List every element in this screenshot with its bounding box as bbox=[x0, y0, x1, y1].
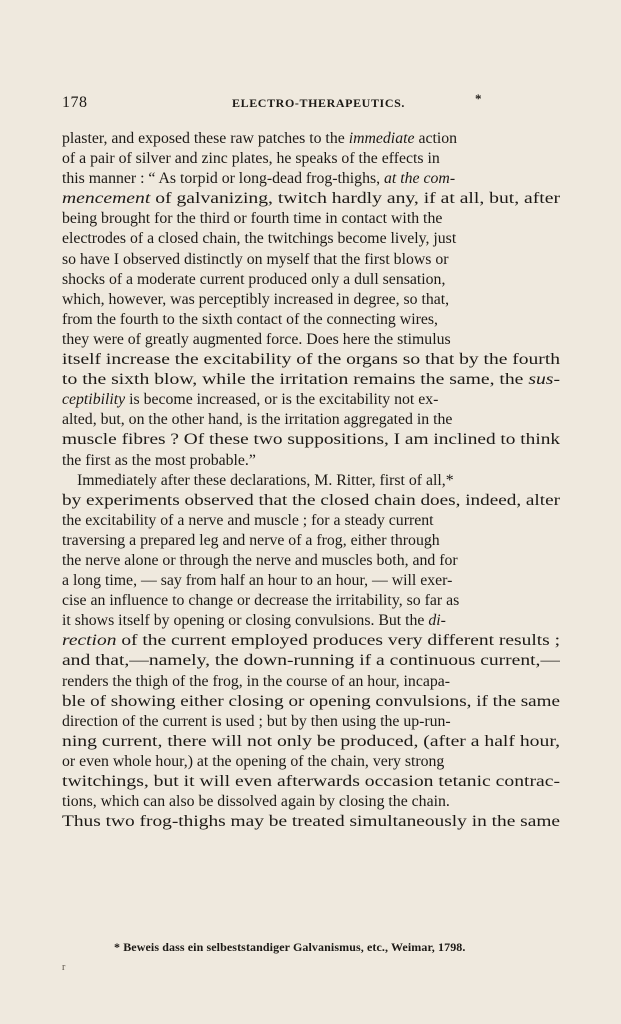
text-line bbox=[62, 511, 560, 531]
line-text: Immediately after these declarations, M. Ritter, first of all,* bbox=[77, 471, 454, 489]
text-line bbox=[62, 712, 560, 732]
text-line bbox=[62, 551, 560, 571]
line-text: ble of showing either closing or opening convulsions, if the same bbox=[62, 692, 560, 710]
text-line bbox=[62, 189, 560, 209]
line-text: cise an influence to change or decrease the irritability, so far as bbox=[62, 592, 460, 610]
text-line bbox=[62, 451, 560, 471]
line-text: Thus two frog-thighs may be treated simultaneously in the same bbox=[62, 813, 560, 831]
text-line bbox=[62, 410, 560, 430]
line-text: muscle fibres ? Of these two suppositions, I am inclined to think bbox=[62, 431, 560, 449]
line-text: so have I observed distinctly on myself that the first blows or bbox=[62, 250, 449, 268]
text-line bbox=[62, 229, 560, 249]
text-line bbox=[62, 752, 560, 772]
line-text: direction of the current is used ; but by then using the up-run- bbox=[62, 712, 451, 730]
text-line bbox=[62, 531, 560, 551]
line-text: the nerve alone or through the nerve and muscles both, and for bbox=[62, 551, 458, 569]
line-text: traversing a prepared leg and nerve of a frog, either through bbox=[62, 531, 440, 549]
text-line bbox=[62, 732, 560, 752]
page-number: 178 bbox=[62, 94, 88, 111]
text-line bbox=[62, 330, 560, 350]
text-line bbox=[62, 310, 560, 330]
text-line bbox=[62, 270, 560, 290]
italic-text: mencement bbox=[62, 190, 151, 208]
text-line bbox=[62, 611, 560, 631]
text-line bbox=[62, 792, 560, 812]
italic-text: at the com- bbox=[384, 170, 456, 188]
line-text: renders the thigh of the frog, in the course of an hour, incapa- bbox=[62, 672, 451, 690]
line-text: by experiments observed that the closed chain does, indeed, alter bbox=[62, 491, 560, 509]
stray-mark: r bbox=[62, 962, 66, 973]
line-text: from the fourth to the sixth contact of the connecting wires, bbox=[62, 310, 438, 328]
text-line bbox=[62, 250, 560, 270]
text-line bbox=[62, 591, 560, 611]
line-text: the excitability of a nerve and muscle ; for a steady current bbox=[62, 511, 434, 529]
text-line bbox=[62, 812, 560, 832]
text-line bbox=[62, 350, 560, 370]
text-line bbox=[62, 290, 560, 310]
line-text: which, however, was perceptibly increased in degree, so that, bbox=[62, 290, 450, 308]
italic-text: di- bbox=[428, 612, 446, 630]
italic-text: ceptibility bbox=[62, 391, 126, 409]
text-line bbox=[62, 370, 560, 390]
line-text: a long time, — say from half an hour to an hour, — will exer- bbox=[62, 572, 453, 590]
line-text: this manner : “ As torpid or long-dead frog-thighs, at the com- bbox=[62, 170, 456, 188]
line-text: tions, which can also be dissolved again by closing the chain. bbox=[62, 793, 450, 811]
line-text: ning current, there will not only be produced, (after a half hour, bbox=[62, 732, 560, 750]
text-line bbox=[62, 169, 560, 189]
text-line bbox=[62, 692, 560, 712]
header-mark: * bbox=[475, 91, 482, 106]
line-text: shocks of a moderate current produced only a dull sensation, bbox=[62, 270, 446, 288]
line-text: and that,—namely, the down-running if a continuous current,— bbox=[62, 652, 560, 670]
line-text: or even whole hour,) at the opening of the chain, very strong bbox=[62, 752, 445, 770]
line-text: ceptibility is become increased, or is the excitability not ex- bbox=[62, 391, 439, 409]
text-line bbox=[62, 390, 560, 410]
text-line bbox=[62, 430, 560, 450]
text-line bbox=[62, 149, 560, 169]
text-line bbox=[62, 672, 560, 692]
line-text: being brought for the third or fourth time in contact with the bbox=[62, 210, 443, 228]
line-text: they were of greatly augmented force. Does here the stimulus bbox=[62, 330, 451, 348]
text-line bbox=[62, 772, 560, 792]
page-header bbox=[62, 91, 560, 112]
text-line bbox=[62, 571, 560, 591]
line-text: of a pair of silver and zinc plates, he speaks of the effects in bbox=[62, 150, 440, 168]
running-head: ELECTRO-THERAPEUTICS. bbox=[232, 96, 405, 110]
italic-text: sus- bbox=[528, 371, 560, 389]
italic-text: immediate bbox=[348, 130, 415, 147]
line-text: it shows itself by opening or closing convulsions. But the di- bbox=[62, 612, 446, 630]
text-line bbox=[62, 129, 560, 149]
line-text: rection of the current employed produces very different results ; bbox=[62, 632, 560, 650]
line-text: electrodes of a closed chain, the twitchings become lively, just bbox=[62, 230, 457, 248]
line-text: itself increase the excitability of the organs so that by the fourth bbox=[62, 351, 560, 369]
text-line bbox=[62, 471, 560, 491]
text-line bbox=[62, 651, 560, 671]
line-text: to the sixth blow, while the irritation remains the same, the sus- bbox=[62, 371, 560, 389]
line-text: mencement of galvanizing, twitch hardly any, if at all, but, after bbox=[62, 190, 560, 208]
line-text: alted, but, on the other hand, is the irritation aggregated in the bbox=[62, 411, 453, 429]
text-line bbox=[62, 209, 560, 229]
italic-text: rection bbox=[62, 632, 117, 650]
line-text: twitchings, but it will even afterwards occasion tetanic contrac- bbox=[62, 773, 560, 790]
line-text: plaster, and exposed these raw patches to the immediate action bbox=[62, 130, 458, 147]
text-line bbox=[62, 491, 560, 511]
body-text bbox=[62, 129, 560, 832]
line-text: the first as the most probable.” bbox=[62, 451, 256, 469]
text-line bbox=[62, 631, 560, 651]
footnote: * Beweis dass ein selbeststandiger Galvanismus, etc., Weimar, 1798. bbox=[114, 940, 466, 954]
